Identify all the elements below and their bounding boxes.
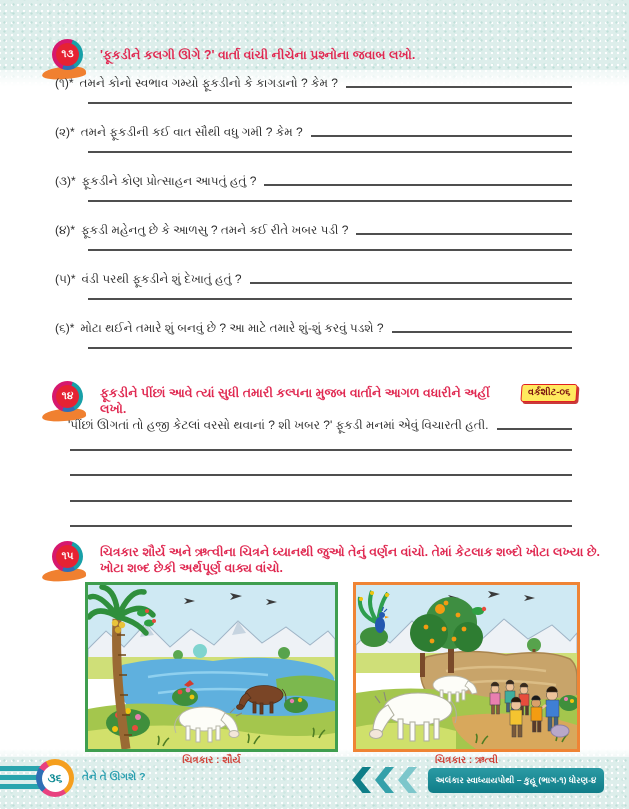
story-start-row (68, 418, 572, 433)
answer-line[interactable] (70, 449, 572, 451)
section-15-title: ચિત્રકાર શૌર્ય અને ઋત્વીના ચિત્રને ધ્યાનથી જુઓ તેનું વર્ણન વાંચો. તેમાં કેટલાક શબ્દો ખોટા લખ્યા છે. ખોટા શબ્દ છેકી અર્થપૂર્ણ વાક્ય વાંચો. (100, 545, 600, 576)
badge-ring (52, 541, 83, 572)
answer-line[interactable] (88, 298, 572, 300)
answer-line[interactable] (311, 135, 572, 137)
book-title-ribbon (428, 768, 604, 793)
answer-line[interactable] (88, 249, 572, 251)
section-13-badge (48, 39, 90, 77)
chevron-left-icon (398, 767, 417, 793)
question-text: વંડી પરથી ફૂકડીને શું દેખાતું હતું ? (81, 272, 242, 286)
worksheet-badge-label: વર્કશીટ-૦૬ (528, 387, 571, 398)
chevron-left-icon (352, 767, 371, 793)
answer-line[interactable] (70, 500, 572, 502)
right-illustration-caption: ચિત્રકાર : ઋત્વી (435, 755, 498, 766)
section-number: ૧૩ (56, 43, 79, 66)
question-text: ફૂકડી મહેનતુ છે કે આળસુ ? તમને કઈ રીતે ખબર પડી ? (81, 223, 349, 237)
question-number: (૨)* (55, 125, 75, 139)
question-number: (૪)* (55, 223, 76, 237)
section-15-badge (48, 541, 90, 579)
left-illustration-caption: ચિત્રકાર : શૌર્ય (182, 755, 241, 766)
question-number: (૧)* (55, 76, 74, 90)
chevron-left-icons (352, 767, 417, 793)
answer-line[interactable] (392, 331, 572, 333)
question-number: (૫)* (55, 272, 76, 286)
answer-line[interactable] (356, 233, 572, 235)
question-4 (55, 223, 572, 272)
question-2 (55, 125, 572, 174)
answer-line[interactable] (70, 474, 572, 476)
answer-line[interactable] (88, 347, 572, 349)
story-start-text: 'પીંછાં ઊગતાં તો હજી કેટલાં વરસો થવાનાં ? શી ખબર ?' ફૂકડી મનમાં એવું વિચારતી હતી. (68, 418, 489, 432)
chapter-title: તેને તે ઊગશે ? (82, 771, 146, 783)
section-13-title: 'ફૂકડીને કલગી ઊગે ?' વાર્તા વાંચી નીચેના પ્રશ્નોના જવાબ લખો. (100, 48, 416, 62)
book-title: અલંકાર સ્વાધ્યાયપોથી – કુહૂ (ભાગ-૧) ધોરણ-૪ (435, 775, 597, 785)
question-text: ફૂકડીને કોણ પ્રોત્સાહન આપતું હતું ? (81, 174, 257, 188)
question-5 (55, 272, 572, 321)
question-1 (55, 76, 572, 125)
answer-line[interactable] (88, 200, 572, 202)
page-number-badge (36, 759, 74, 797)
answer-line[interactable] (70, 525, 572, 527)
answer-line[interactable] (250, 282, 572, 284)
page-number: ૩૬ (42, 765, 69, 792)
question-text: મોટા થઈને તમારે શું બનવું છે ? આ માટે તમારે શું-શું કરવું પડશે ? (80, 321, 384, 335)
badge-ring (52, 381, 83, 412)
chevron-left-icon (375, 767, 394, 793)
question-text: તમને કોનો સ્વભાવ ગમ્યો ફૂકડીનો કે કાગડાનો ? કેમ ? (79, 76, 338, 90)
answer-line[interactable] (497, 428, 572, 430)
section-number: ૧૫ (56, 545, 79, 568)
answer-line[interactable] (346, 86, 572, 88)
badge-ring (52, 39, 83, 70)
question-number: (૩)* (55, 174, 76, 188)
lake-palm-cows-scene (88, 585, 335, 749)
shaurya-illustration (85, 582, 338, 752)
question-6 (55, 321, 572, 370)
answer-line[interactable] (88, 102, 572, 104)
worksheet-badge (520, 384, 578, 402)
answer-line[interactable] (88, 151, 572, 153)
section-14-badge (48, 381, 90, 419)
question-text: તમને ફૂકડીની કઈ વાત સૌથી વધુ ગમી ? કેમ ? (80, 125, 303, 139)
section-14-title: ફૂકડીને પીંછાં આવે ત્યાં સુધી તમારી કલ્પના મુજબ વાર્તાને આગળ વધારીને અહીં લખો. (100, 386, 490, 417)
section-number: ૧૪ (56, 385, 79, 408)
question-number: (૬)* (55, 321, 75, 335)
rutvi-illustration (353, 582, 580, 752)
answer-line[interactable] (264, 184, 572, 186)
pond-mango-cows-children-scene (356, 585, 577, 749)
question-3 (55, 174, 572, 223)
